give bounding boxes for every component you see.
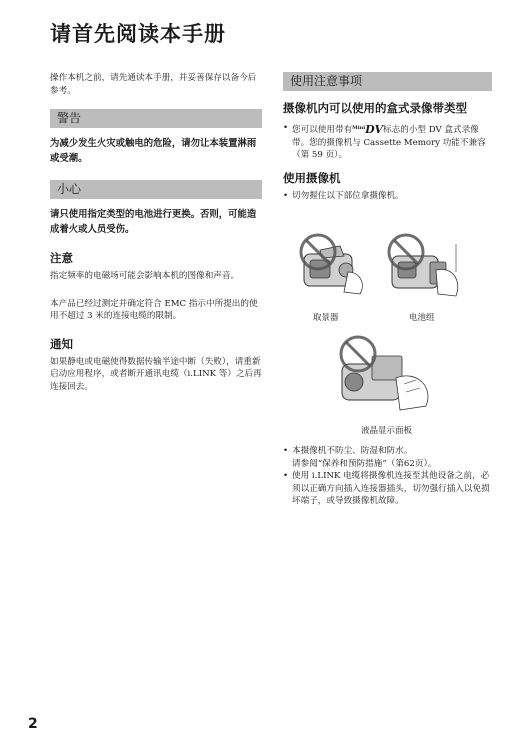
warning-text: 为减少发生火灾或触电的危险，请勿让本装置淋雨或受潮。 — [50, 138, 257, 164]
bottom-bullets — [283, 445, 492, 508]
left-column — [50, 72, 262, 393]
cassette-bullet — [283, 122, 492, 162]
care-reference: 请参阅“保养和预防措施”（第62页）。 — [292, 458, 437, 469]
water-bullet: • 本摄像机不防尘、防湿和防水。 请参阅“保养和预防措施”（第62页）。 — [283, 446, 437, 469]
camcorder-battery-illustration — [382, 232, 468, 304]
cassette-heading: 摄像机内可以使用的盒式录像带类型 — [283, 101, 467, 115]
right-column — [283, 72, 492, 202]
minidv-logo: $^{Mini}$DV — [352, 123, 384, 136]
cassette-text-pre: 您可以使用带有 — [292, 125, 353, 135]
use-bullet: • 切勿握住以下部位拿摄像机。 — [283, 190, 404, 201]
bullet-dot: • — [283, 123, 289, 133]
ilink-bullet: • 使用 i.LINK 电缆将摄像机连接至其他设备之前，必须以正确方向插入连接器插头，切勿强行插入以免损坏端子，或导致摄像机故障。 — [283, 471, 490, 506]
attention-heading: 注意 — [50, 251, 73, 265]
cassette-text-post: 标志的小型 DV 盒式录像带。您的摄像机与 Cassette Memory 功能不兼容（第 59 页）。 — [292, 125, 486, 160]
caution-heading: 小心 — [50, 180, 262, 199]
caption-lcd-panel: 液晶显示面板 — [361, 426, 413, 436]
caption-battery: 电池组 — [409, 313, 435, 323]
use-heading: 使用摄像机 — [283, 170, 341, 185]
warning-heading: 警告 — [50, 109, 262, 128]
precautions-heading: 使用注意事项 — [283, 72, 492, 91]
notice-text: 如果静电或电磁使得数据传输半途中断（失败），请重新启动应用程序，或者断开通讯电缆（i.LINK 等）之后再连接回去。 — [50, 356, 262, 392]
camcorder-lcd-illustration — [334, 334, 442, 418]
caption-viewfinder: 取景器 — [313, 313, 339, 323]
page-title: 请首先阅读本手册 — [50, 22, 226, 46]
camcorder-viewfinder-illustration — [290, 232, 372, 304]
intro-text: 操作本机之前，请先通读本手册，并妥善保存以备今后参考。 — [50, 73, 257, 96]
attention-text-2: 本产品已经过测定并确定符合 EMC 指示中所提出的使用不超过 3 米的连接电缆的限制。 — [50, 298, 258, 321]
notice-heading: 通知 — [50, 336, 73, 351]
attention-text-1: 指定频率的电磁场可能会影响本机的图像和声音。 — [50, 271, 240, 281]
page-number: 2 — [28, 716, 38, 732]
caution-text: 请只使用指定类型的电池进行更换。否则，可能造成着火或人员受伤。 — [50, 209, 257, 235]
